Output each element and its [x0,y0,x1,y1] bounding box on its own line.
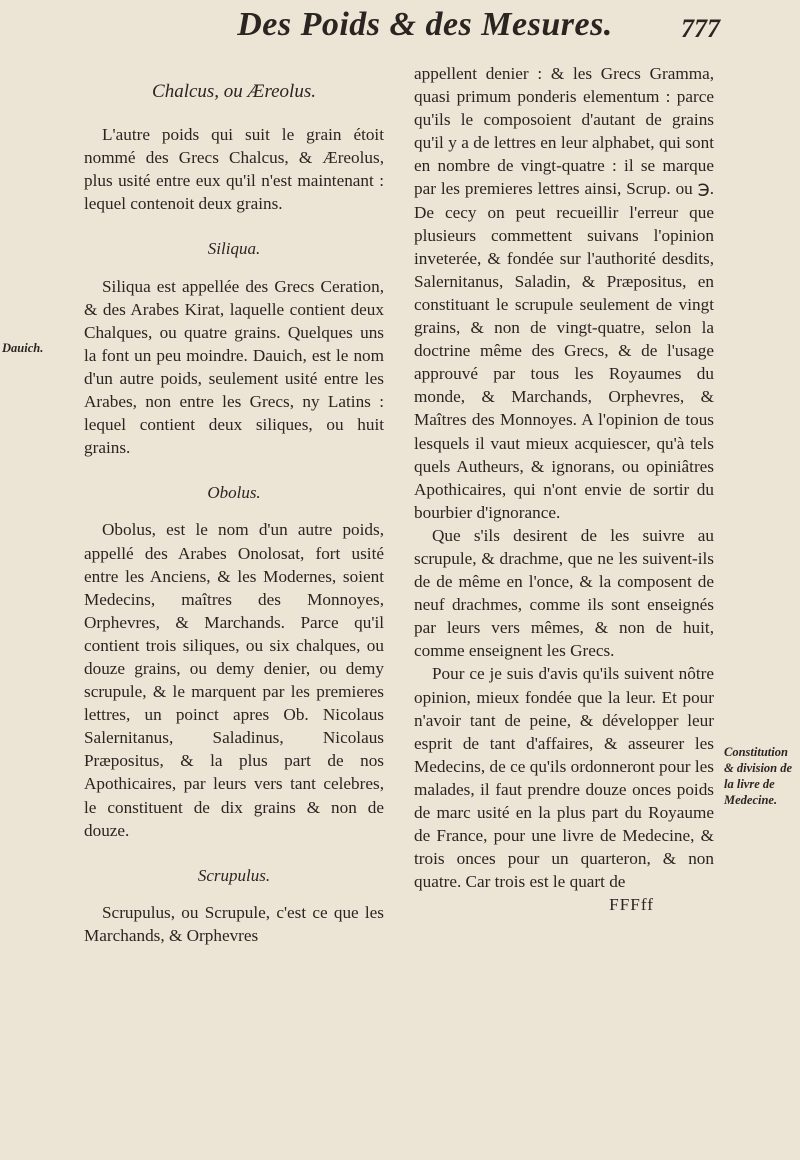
running-title: Des Poids & des Mesures. [237,6,613,43]
left-column [84,62,384,947]
paragraph-denier: appellent denier : & les Grecs Gramma, quasi primum ponderis elementum : parce qu'ils le composoient d'autant de grains qu'il y a de lettres en leur alphabet, qui sont en nombre de vingt-quatre : il se marque par les premieres lettres ainsi, Scrup. ou ℈. De cecy on peut recueillir l'erreur que plusieurs commettent suivans l'opinion inveterée, & fondée sur l'authorité desdits, Salernitanus, Saladin, & Præpositus, en constituant le scrupule seulement de vingt grains, & non de vingt-quatre, selon la doctrine même des Grecs, & de l'usage approuvé par tous les Royaumes du monde, & Marchands, Orphevres, & Maîtres des Monnoyes. A l'opinion de tous lesquels il vaut mieux acquiescer, qu'à tels quels Autheurs, & ignorans, ou opiniâtres Apothicaires, qui n'ont envie de sortir du bourbier d'ignorance. [414,64,714,522]
margin-note-right: Constitution & division de la livre de Medecine. [724,745,793,807]
section-heading-siliqua: Siliqua. [207,239,261,259]
margin-note-left: Dauich. [2,341,44,355]
section-heading-chalcus: Chalcus, ou Æreolus. [152,81,316,102]
paragraph-opinion: Pour ce je suis d'avis qu'ils suivent nôtre opinion, mieux fondée que la leur. Et pour n'avoir tant de peine, & développer leur esprit de tant d'affaires, & asseurer les Medecins, de ce qu'ils ordonneront pour les malades, il faut prendre douze onces poids de marc usité en la plus part du Royaume de France, pour une livre de Medecine, & trois onces pour un quarteron, & non quatre. Car trois est le quart de [414,664,714,892]
paragraph-siliqua: Siliqua est appellée des Grecs Ceration, & des Arabes Kirat, laquelle contient deux Chalques, ou quatre grains. Quelques uns la font un peu moindre. Dauich, est le nom d'un autre poids, seulement usité entre les Arabes, non entre les Grecs, ny Latins : lequel contient deux siliques, ou huit grains. [84,276,384,458]
paragraph-scrupulus: Scrupulus, ou Scrupule, c'est ce que les Marchands, & Orphevres [84,902,384,945]
paragraph-obolus: Obolus, est le nom d'un autre poids, appellé des Arabes Onolosat, fort usité entre les Anciens, & les Modernes, soient Medecins, maîtres des Monnoyes, Orphevres, & Marchands. Parce qu'il contient trois siliques, ou six chalques, ou douze grains, ou demy denier, ou demy scrupule, & le marquent par les premieres lettres, un poinct apres Ob. Nicolaus Salernitanus, Saladinus, Nicolaus Præpositus, & la plus part de nos Apothicaires, par leurs vers tant celebres, le constituent de dix grains & non de douze. [84,520,384,840]
catchword: FFFff [609,895,654,915]
paragraph-chalcus: L'autre poids qui suit le grain étoit nommé des Grecs Chalcus, & Æreolus, plus usité entre eux qu'il n'est maintenant : lequel contenoit deux grains. [84,125,384,214]
paragraph-drachme: Que s'ils desirent de les suivre au scrupule, & drachme, que ne les suivent-ils de de même en l'once, & la composent de neuf drachmes, comme ils sont enseignés par leurs vers mêmes, & non de huit, comme enseignent les Grecs. [414,525,714,661]
page-number: 777 [681,14,720,43]
right-column [414,62,714,916]
section-heading-scrupulus: Scrupulus. [197,865,271,885]
section-heading-obolus: Obolus. [207,483,261,503]
